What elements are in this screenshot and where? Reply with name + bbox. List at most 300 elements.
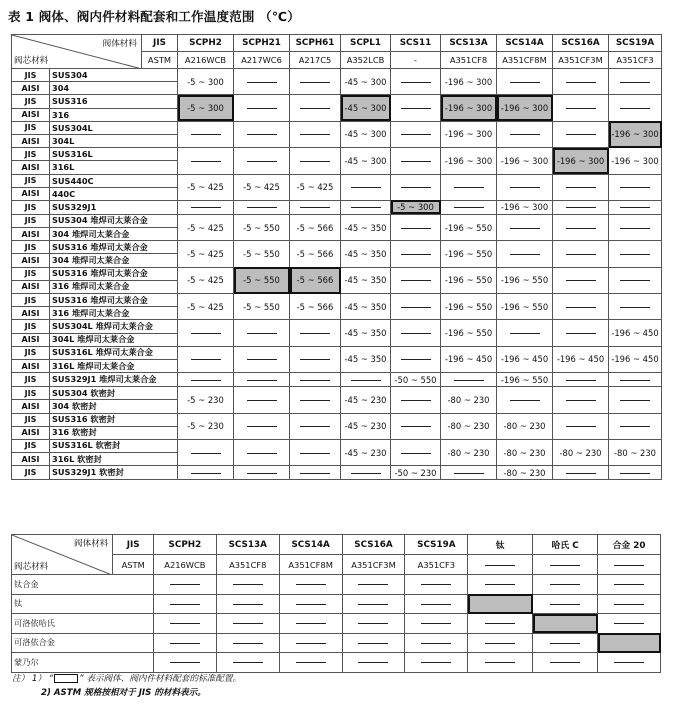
table-row [12,594,661,614]
none-dash [401,453,431,454]
none-dash [191,161,221,162]
none-dash [566,134,596,135]
temperature-cell [609,320,662,346]
temperature-range: -196 ~ 300 [500,202,549,213]
temperature-cell [341,121,391,147]
temperature-range: -196 ~ 550 [500,374,549,385]
row-std-jis: JIS [12,121,50,134]
temperature-cell [290,439,341,465]
none-dash [247,207,277,208]
temperature-cell [609,413,662,439]
compatibility-cell [533,575,598,595]
row-std-aisi: AISI [12,228,50,241]
temperature-range: -196 ~ 450 [556,354,605,365]
compatibility-cell [279,594,342,614]
temperature-cell [341,387,391,413]
temperature-cell [441,439,497,465]
temperature-cell [497,346,553,372]
col-header-astm: A351CF3M [342,555,405,575]
none-dash [247,108,277,109]
none-dash [620,380,650,381]
std-jis-label: JIS [142,35,178,52]
none-dash [510,228,540,229]
row-std-aisi: AISI [12,453,50,466]
row-std-aisi: AISI [12,333,50,346]
temperature-cell [234,346,290,372]
temperature-range: -80 ~ 230 [447,421,490,432]
none-dash [614,662,644,663]
none-dash [247,380,277,381]
compatibility-cell [342,614,405,634]
temperature-cell [391,95,441,121]
trim-material-aisi: 304 [50,82,178,95]
temperature-cell [234,439,290,465]
temperature-cell [341,439,391,465]
none-dash [550,643,580,644]
temperature-range: -196 ~ 450 [500,354,549,365]
row-std-jis: JIS [12,174,50,187]
none-dash [620,280,650,281]
temperature-range: -5 ~ 300 [187,76,224,87]
table-row [12,614,661,634]
temperature-range: -45 ~ 350 [344,354,387,365]
temperature-range: -45 ~ 350 [344,301,387,312]
trim-material-label: 阀芯材料 [14,562,49,572]
temperature-cell [234,320,290,346]
compatibility-cell [342,633,405,653]
temperature-cell [497,69,553,95]
temperature-range: -5 ~ 230 [187,394,224,405]
temperature-cell [290,346,341,372]
table-row [12,294,662,307]
row-std-jis: JIS [12,241,50,254]
compatibility-cell [533,594,598,614]
temperature-cell [290,387,341,413]
temperature-range: -5 ~ 425 [243,182,280,193]
temperature-cell [341,267,391,293]
none-dash [566,280,596,281]
temperature-cell [609,121,662,147]
temperature-range: -45 ~ 300 [344,155,387,166]
temperature-cell [497,294,553,320]
temperature-range: -196 ~ 300 [500,155,549,166]
temperature-range: -80 ~ 230 [503,467,546,478]
temperature-cell [609,373,662,387]
col-header-jis: 哈氏 C [533,535,598,555]
none-dash [233,643,263,644]
none-dash [614,584,644,585]
temperature-cell [441,373,497,387]
temperature-cell [497,413,553,439]
temperature-range: -5 ~ 425 [187,182,224,193]
trim-material-aisi: 316 堆焊司太莱合金 [50,307,178,320]
temperature-cell [234,267,290,293]
temperature-cell [234,294,290,320]
none-dash [401,333,431,334]
row-std-jis: JIS [12,69,50,82]
none-dash [566,82,596,83]
row-std-aisi: AISI [12,187,50,200]
header-row-jis [12,535,661,555]
temperature-cell [178,373,234,387]
temperature-cell [341,214,391,240]
none-dash [401,228,431,229]
none-dash [247,473,277,474]
temperature-cell [391,121,441,147]
compatibility-cell [468,653,533,673]
temperature-range: -50 ~ 230 [394,467,437,478]
row-std-jis: JIS [12,346,50,359]
col-header-jis: SCS16A [342,535,405,555]
temperature-range: -50 ~ 550 [394,374,437,385]
none-dash [351,207,381,208]
temperature-cell [609,95,662,121]
temperature-cell [234,121,290,147]
trim-material-jis: SUS316 [50,95,178,108]
none-dash [485,565,515,566]
temperature-cell [553,294,609,320]
trim-material: 可洛依合金 [12,633,154,653]
trim-material-aisi: 304 软密封 [50,400,178,413]
temperature-range: -196 ~ 450 [611,328,659,339]
temperature-cell [497,387,553,413]
temperature-cell [391,148,441,174]
none-dash [566,254,596,255]
compatibility-cell [468,594,533,614]
temperature-cell [341,95,391,121]
compatibility-cell [533,614,598,634]
table-row [12,633,661,653]
temperature-range: -45 ~ 230 [344,447,387,458]
none-dash [358,604,388,605]
none-dash [566,108,596,109]
temperature-range: -5 ~ 550 [243,248,280,259]
col-header-astm: - [391,52,441,69]
col-header-astm: A351CF3 [609,52,662,69]
temperature-cell [553,148,609,174]
col-header-astm [533,555,598,575]
temperature-cell [553,346,609,372]
row-std-aisi: AISI [12,108,50,121]
temperature-cell [441,294,497,320]
none-dash [566,207,596,208]
compatibility-cell [279,575,342,595]
trim-material-jis: SUS316 软密封 [50,413,178,426]
trim-material-aisi: 304L [50,134,178,147]
none-dash [233,584,263,585]
temperature-cell [290,214,341,240]
none-dash [170,584,200,585]
material-temperature-table [11,34,662,480]
none-dash [421,643,451,644]
temperature-cell [178,294,234,320]
none-dash [351,187,381,188]
temperature-cell [341,413,391,439]
temperature-cell [391,413,441,439]
temperature-cell [290,373,341,387]
none-dash [296,643,326,644]
row-std-aisi: AISI [12,280,50,293]
corner-header [12,535,113,575]
none-dash [510,254,540,255]
temperature-cell [497,241,553,267]
none-dash [401,254,431,255]
none-dash [614,604,644,605]
temperature-cell [341,294,391,320]
temperature-range: -5 ~ 550 [243,222,280,233]
trim-material-aisi: 316L 堆焊司太莱合金 [50,359,178,372]
trim-material: 钛 [12,594,154,614]
col-header-astm: A216WCB [153,555,216,575]
col-header-astm: A351CF8 [216,555,279,575]
none-dash [401,82,431,83]
temperature-cell [341,466,391,480]
temperature-cell [290,121,341,147]
none-dash [454,207,484,208]
trim-material-jis: SUS304 [50,69,178,82]
temperature-cell [609,174,662,200]
temperature-cell [178,148,234,174]
col-header-jis: SCS19A [609,35,662,52]
compatibility-cell [216,653,279,673]
none-dash [510,187,540,188]
trim-material-aisi: 316 堆焊司太莱合金 [50,280,178,293]
temperature-cell [553,373,609,387]
temperature-cell [341,320,391,346]
temperature-range: -196 ~ 300 [556,155,605,166]
row-std-jis: JIS [12,200,50,214]
table-row [12,575,661,595]
temperature-range: -5 ~ 550 [243,275,280,286]
none-dash [300,108,330,109]
none-dash [485,662,515,663]
temperature-cell [391,200,441,214]
none-dash [566,400,596,401]
compatibility-cell [405,653,468,673]
none-dash [247,333,277,334]
none-dash [401,161,431,162]
temperature-cell [341,174,391,200]
trim-material-jis: SUS316 堆焊司太莱合金 [50,294,178,307]
temperature-cell [341,346,391,372]
trim-material: 蒙乃尔 [12,653,154,673]
none-dash [247,359,277,360]
temperature-range: -196 ~ 550 [444,328,493,339]
compatibility-cell [153,614,216,634]
none-dash [620,207,650,208]
compatibility-cell [405,575,468,595]
temperature-cell [234,174,290,200]
temperature-cell [609,387,662,413]
temperature-cell [497,200,553,214]
temperature-cell [441,346,497,372]
temperature-range: -5 ~ 566 [296,301,334,312]
temperature-cell [341,200,391,214]
compatibility-cell [342,653,405,673]
compatibility-cell [153,575,216,595]
none-dash [401,108,431,109]
temperature-cell [391,267,441,293]
temperature-cell [609,346,662,372]
note-1: 注） 1） “ ” 表示阀体、阀内件材料配套的标准配置。 [12,674,242,684]
temperature-cell [609,439,662,465]
temperature-cell [290,413,341,439]
none-dash [566,380,596,381]
temperature-cell [178,95,234,121]
temperature-range: -45 ~ 230 [344,421,387,432]
col-header-jis: SCPH61 [290,35,341,52]
none-dash [566,473,596,474]
temperature-cell [553,267,609,293]
compatibility-cell [153,633,216,653]
row-std-aisi: AISI [12,254,50,267]
compatibility-cell [279,653,342,673]
none-dash [421,604,451,605]
compatibility-cell [598,575,661,595]
row-std-aisi: AISI [12,161,50,174]
compatibility-cell [468,575,533,595]
row-std-jis: JIS [12,439,50,452]
none-dash [300,359,330,360]
none-dash [550,565,580,566]
none-dash [566,333,596,334]
temperature-cell [441,387,497,413]
none-dash [620,473,650,474]
none-dash [401,359,431,360]
temperature-range: -5 ~ 300 [397,202,434,213]
none-dash [300,333,330,334]
none-dash [170,643,200,644]
header-row-jis [12,35,662,52]
none-dash [170,662,200,663]
none-dash [401,426,431,427]
notes [12,672,241,700]
trim-material-jis: SUS440C [50,174,178,187]
none-dash [191,380,221,381]
compatibility-cell [468,633,533,653]
trim-material-jis: SUS304L 堆焊司太莱合金 [50,320,178,333]
none-dash [566,228,596,229]
none-dash [300,453,330,454]
temperature-cell [553,241,609,267]
temperature-cell [553,174,609,200]
table-row [12,241,662,254]
table-row [12,95,662,108]
temperature-cell [178,241,234,267]
col-header-jis: SCS11 [391,35,441,52]
trim-material-jis: SUS304 堆焊司太莱合金 [50,214,178,227]
temperature-cell [441,69,497,95]
special-material-table [11,534,661,673]
row-std-aisi: AISI [12,82,50,95]
row-std-jis: JIS [12,387,50,400]
temperature-cell [234,373,290,387]
temperature-cell [178,346,234,372]
temperature-cell [441,121,497,147]
col-header-jis: SCPH21 [234,35,290,52]
trim-material-jis: SUS329J1 软密封 [50,466,178,480]
temperature-cell [553,387,609,413]
none-dash [614,565,644,566]
col-header-astm: A351CF8M [279,555,342,575]
temperature-cell [609,241,662,267]
temperature-cell [391,214,441,240]
none-dash [421,623,451,624]
table-row [12,320,662,333]
compatibility-cell [598,614,661,634]
compatibility-cell [342,594,405,614]
table-row [12,439,662,452]
trim-material-aisi: 316 [50,108,178,121]
trim-material-aisi: 316L 软密封 [50,453,178,466]
none-dash [620,228,650,229]
none-dash [300,426,330,427]
trim-material: 钛合金 [12,575,154,595]
temperature-range: -5 ~ 300 [187,103,224,114]
temperature-cell [341,241,391,267]
temperature-cell [178,174,234,200]
table-row [12,466,662,480]
temperature-cell [553,413,609,439]
temperature-cell [553,95,609,121]
col-header-astm: A351CF3M [553,52,609,69]
table-row [12,653,661,673]
temperature-cell [609,466,662,480]
temperature-range: -80 ~ 230 [613,447,656,458]
compatibility-cell [216,575,279,595]
temperature-range: -5 ~ 425 [187,275,224,286]
body-material-label: 阀体材料 [102,39,137,49]
temperature-range: -5 ~ 425 [187,222,224,233]
row-std-aisi: AISI [12,134,50,147]
col-header-astm: A216WCB [178,52,234,69]
col-header-jis: 合金 20 [598,535,661,555]
temperature-range: -5 ~ 566 [296,248,334,259]
compatibility-cell [468,614,533,634]
temperature-range: -196 ~ 300 [444,76,493,87]
compatibility-cell [216,614,279,634]
row-std-jis: JIS [12,294,50,307]
none-dash [247,82,277,83]
none-dash [620,82,650,83]
temperature-cell [290,241,341,267]
std-astm-label: ASTM [113,555,154,575]
none-dash [510,82,540,83]
temperature-cell [290,267,341,293]
none-dash [566,307,596,308]
row-std-jis: JIS [12,95,50,108]
col-header-jis: SCS14A [497,35,553,52]
col-header-astm: A217WC6 [234,52,290,69]
temperature-cell [497,320,553,346]
temperature-cell [234,413,290,439]
none-dash [300,473,330,474]
none-dash [401,187,431,188]
none-dash [191,473,221,474]
col-header-astm: A217C5 [290,52,341,69]
col-header-jis: SCPL1 [341,35,391,52]
temperature-cell [391,174,441,200]
temperature-cell [553,439,609,465]
compatibility-cell [533,633,598,653]
none-dash [233,604,263,605]
temperature-cell [178,413,234,439]
trim-material-aisi: 316L [50,161,178,174]
temperature-range: -196 ~ 550 [444,222,493,233]
row-std-aisi: AISI [12,400,50,413]
trim-material-jis: SUS316 堆焊司太莱合金 [50,241,178,254]
trim-material-aisi: 316 软密封 [50,426,178,439]
